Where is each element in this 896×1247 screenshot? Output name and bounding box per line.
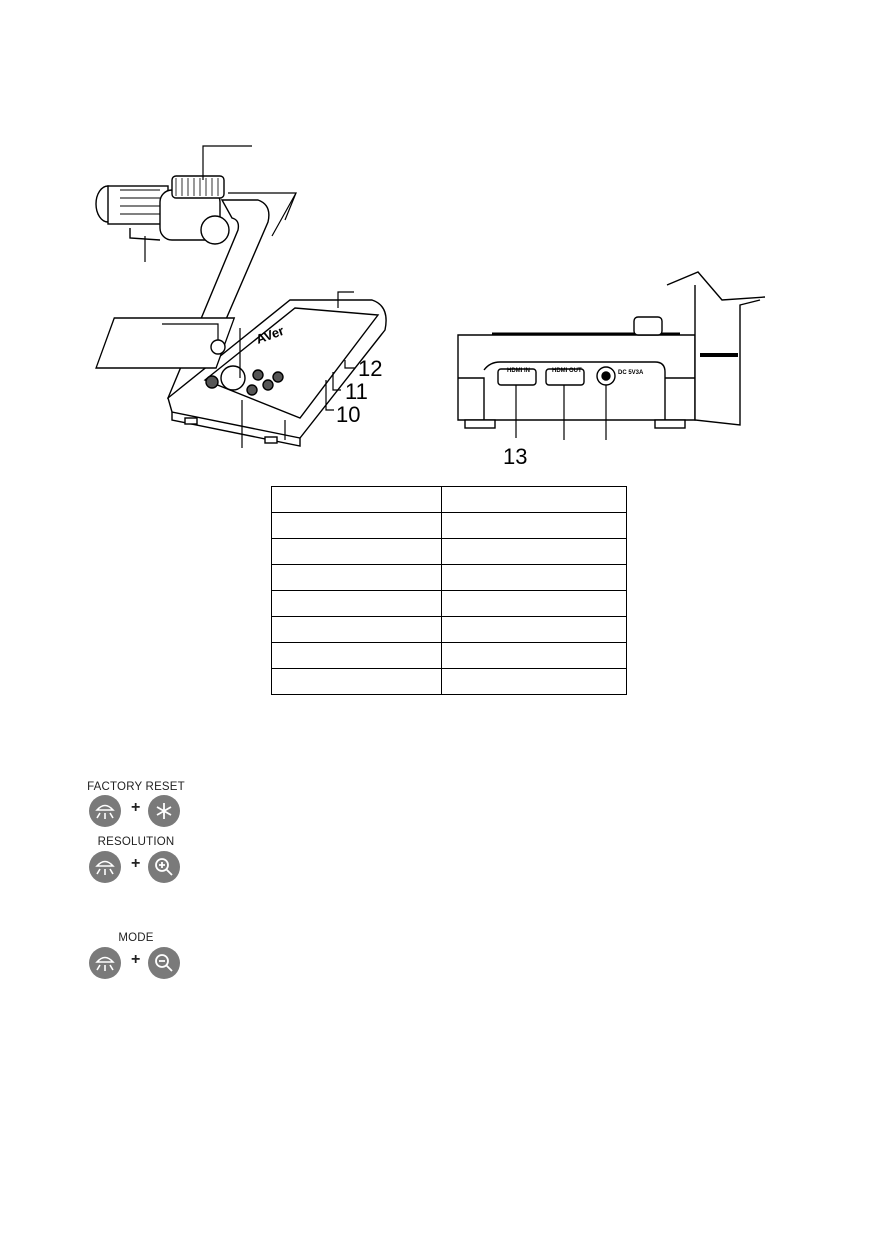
- parts-table: [271, 486, 627, 695]
- plus-sign: +: [131, 855, 141, 872]
- dc-label: DC 5V3A: [618, 370, 644, 376]
- mode-title: MODE: [118, 932, 154, 944]
- table-row: [272, 617, 627, 643]
- callout-11: 11: [345, 379, 368, 404]
- zoom-out-icon: [148, 947, 180, 979]
- table-row: [272, 565, 627, 591]
- hdmi-out-label: HDMI OUT: [552, 368, 582, 374]
- table-row: [272, 591, 627, 617]
- table-row: [272, 643, 627, 669]
- hdmi-in-label: HDMI IN: [507, 368, 530, 374]
- callout-12: 12: [358, 356, 383, 381]
- resolution-title: RESOLUTION: [97, 836, 175, 848]
- callout-13: 13: [503, 444, 528, 469]
- table-row: [272, 539, 627, 565]
- freeze-icon: [148, 795, 180, 827]
- lamp-icon: [89, 851, 121, 883]
- plus-sign: +: [131, 799, 141, 816]
- brand-logo: AVer: [253, 322, 286, 347]
- table-row: [272, 487, 627, 513]
- callout-10: 10: [336, 402, 361, 427]
- lamp-icon: [89, 947, 121, 979]
- lamp-icon: [89, 795, 121, 827]
- camera-head: [96, 176, 229, 244]
- table-row: [272, 513, 627, 539]
- factory-reset-title: FACTORY RESET: [87, 781, 185, 793]
- plus-sign: +: [131, 951, 141, 968]
- table-row: [272, 669, 627, 695]
- side-view: [458, 272, 765, 440]
- product-diagram: [0, 0, 896, 480]
- zoom-in-icon: [148, 851, 180, 883]
